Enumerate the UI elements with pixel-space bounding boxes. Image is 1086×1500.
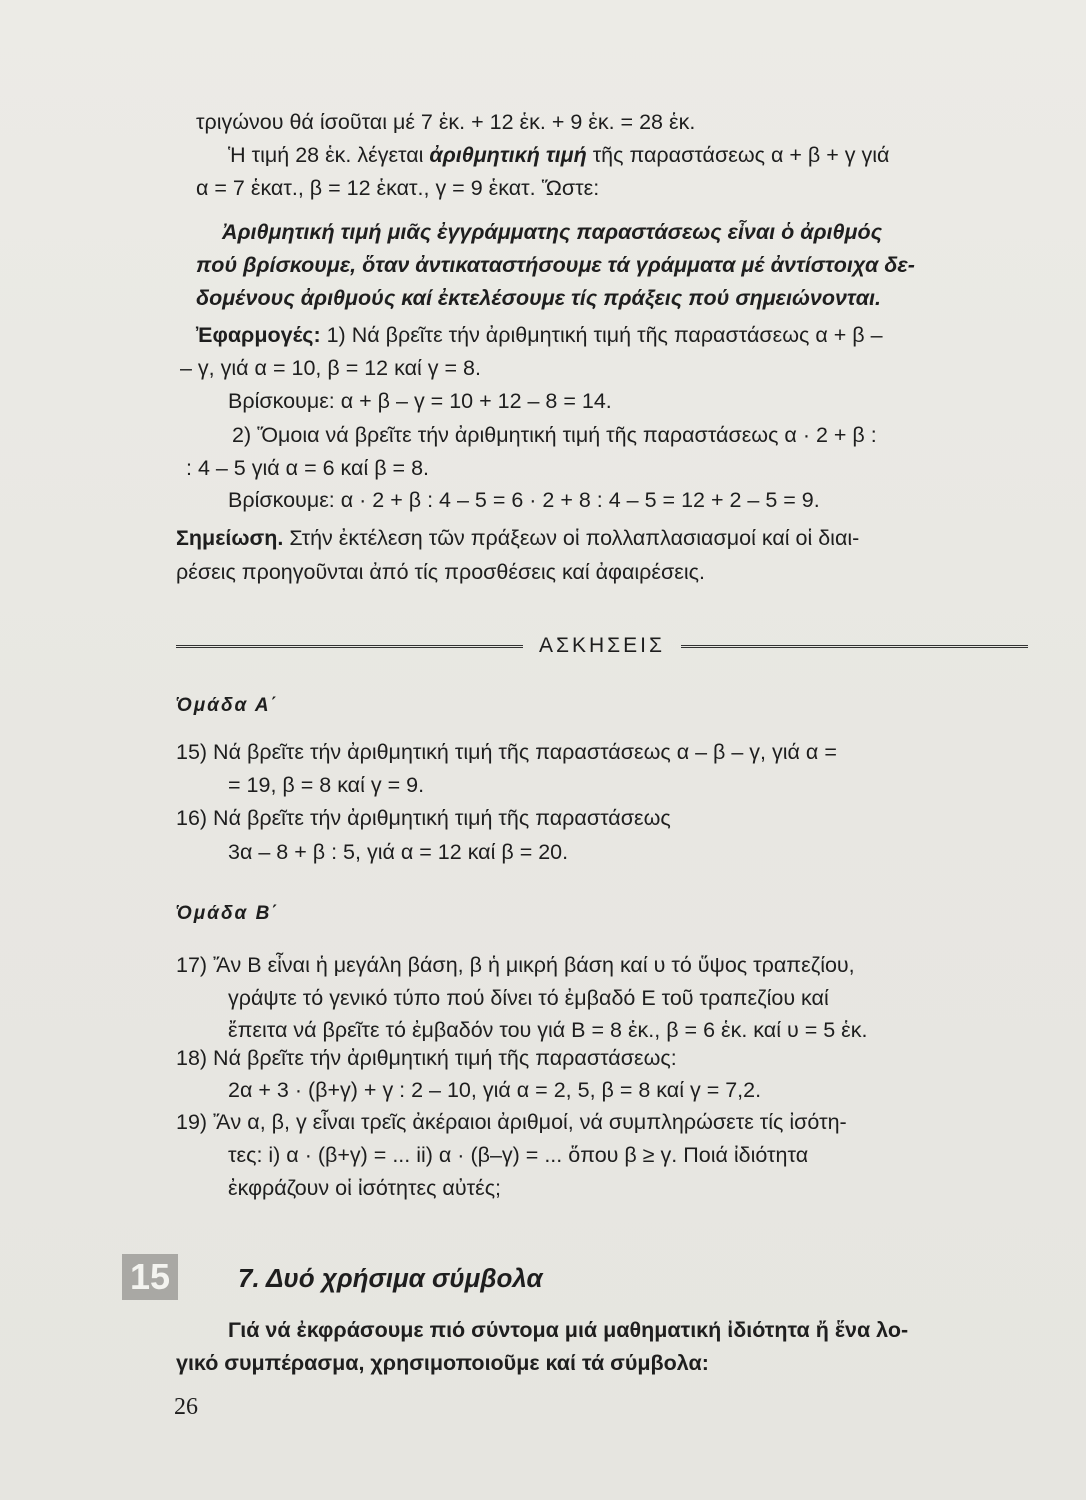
exercise-line bbox=[228, 1174, 501, 1202]
text-line bbox=[196, 251, 915, 279]
text-segment: δομένους ἀριθμούς καί ἐκτελέσουμε τίς πράξεις πού σημειώνονται. bbox=[196, 286, 881, 310]
text-segment: ἐκφράζουν οἱ ἰσότητες αὐτές; bbox=[228, 1176, 502, 1200]
text-segment: ρέσεις προηγοῦνται ἀπό τίς προσθέσεις καί ἀφαιρέσεις. bbox=[176, 560, 705, 584]
text-line bbox=[196, 174, 599, 202]
text-line bbox=[180, 354, 481, 382]
text-segment: γράψτε τό γενικό τύπο πού δίνει τό ἐμβαδό Ε τοῦ τραπεζίου καί bbox=[228, 986, 829, 1010]
text-line bbox=[186, 454, 429, 482]
heading-rule-right bbox=[681, 645, 1028, 648]
text-segment: πού βρίσκουμε, ὅταν ἀντικαταστήσουμε τά γράμματα μέ ἀντίστοιχα δε- bbox=[196, 253, 915, 277]
text-segment: Ὁμάδα Β΄ bbox=[176, 903, 280, 924]
text-segment: τῆς παραστάσεως α + β + γ γιά bbox=[586, 143, 890, 167]
exercise-line bbox=[176, 804, 671, 832]
text-line bbox=[176, 1349, 709, 1377]
exercise-line bbox=[228, 1016, 867, 1044]
exercise-line bbox=[176, 1044, 677, 1072]
section-title: 7. Δυό χρήσιμα σύμβολα bbox=[238, 1263, 543, 1293]
text-segment: 2α + 3 · (β+γ) + γ : 2 – 10, γιά α = 2, 5, β = 8 καί γ = 7,2. bbox=[228, 1078, 762, 1102]
text-segment: 16) Νά βρεῖτε τήν ἀριθμητική τιμή τῆς παραστάσεως bbox=[176, 806, 671, 830]
text-segment: τριγώνου θά ίσοῦται μέ 7 ἑκ. + 12 ἑκ. + 9 ἑκ. = 28 ἑκ. bbox=[196, 110, 696, 134]
exercise-line bbox=[228, 984, 829, 1012]
text-segment: Γιά νά ἐκφράσουμε πιό σύντομα μιά μαθηματική ἰδιότητα ἤ ἕνα λο- bbox=[228, 1318, 909, 1342]
page-number: 26 bbox=[174, 1394, 198, 1420]
exercise-line bbox=[176, 1108, 847, 1136]
exercise-line bbox=[228, 838, 568, 866]
text-segment: – γ, γιά α = 10, β = 12 καί γ = 8. bbox=[180, 356, 481, 380]
exercises-heading-label: ΑΣΚΗΣΕΙΣ bbox=[539, 634, 665, 657]
text-line bbox=[228, 1316, 908, 1344]
text-line bbox=[196, 108, 695, 136]
text-segment: 3α – 8 + β : 5, γιά α = 12 καί β = 20. bbox=[228, 840, 569, 864]
text-line bbox=[196, 284, 881, 312]
text-line bbox=[176, 558, 705, 586]
text-segment: ἀριθμητική τιμή bbox=[429, 143, 587, 167]
exercise-line bbox=[176, 738, 837, 766]
text-segment: Ἐφαρμογές: bbox=[196, 323, 321, 347]
text-line bbox=[176, 524, 859, 552]
text-segment: Βρίσκουμε: α + β – γ = 10 + 12 – 8 = 14. bbox=[228, 389, 612, 413]
exercise-line bbox=[176, 951, 855, 979]
exercise-line bbox=[228, 1076, 761, 1104]
exercise-line bbox=[228, 1141, 808, 1169]
text-line bbox=[228, 387, 612, 415]
text-segment: = 19, β = 8 καί γ = 9. bbox=[228, 773, 425, 797]
text-segment: γικό συμπέρασμα, χρησιμοποιοῦμε καί τά σύμβολα: bbox=[176, 1351, 709, 1375]
text-segment: Βρίσκουμε: α · 2 + β : 4 – 5 = 6 · 2 + 8 : 4 – 5 = 12 + 2 – 5 = 9. bbox=[228, 488, 820, 512]
text-segment: Ἀριθμητική τιμή μιᾶς ἐγγράμματης παραστάσεως εἶναι ὁ ἀριθμός bbox=[222, 220, 883, 244]
text-segment: τες: i) α · (β+γ) = ... ii) α · (β–γ) = ... ὅπου β ≥ γ. Ποιά ἰδιότητα bbox=[228, 1143, 809, 1167]
text-segment: Στήν ἐκτέλεση τῶν πράξεων οἱ πολλαπλασιασμοί καί οἱ διαι- bbox=[283, 526, 860, 550]
text-line bbox=[222, 218, 882, 246]
text-segment: 2) Ὅμοια νά βρεῖτε τήν ἀριθμητική τιμή τῆς παραστάσεως α · 2 + β : bbox=[232, 423, 877, 447]
text-segment: Σημείωση. bbox=[176, 526, 284, 550]
text-segment: 19) Ἄν α, β, γ εἶναι τρεῖς ἀκέραιοι ἀριθμοί, νά συμπληρώσετε τίς ἰσότη- bbox=[176, 1110, 847, 1134]
text-segment: 1) Νά βρεῖτε τήν ἀριθμητική τιμή τῆς παραστάσεως α + β – bbox=[320, 323, 883, 347]
text-segment: Ὁμάδα Α΄ bbox=[176, 695, 279, 716]
text-segment: Ἡ τιμή 28 ἑκ. λέγεται bbox=[228, 143, 430, 167]
exercise-line bbox=[228, 771, 424, 799]
exercises-heading bbox=[176, 632, 1028, 660]
heading-rule-left bbox=[176, 645, 523, 648]
text-segment: 15) Νά βρεῖτε τήν ἀριθμητική τιμή τῆς παραστάσεως α – β – γ, γιά α = bbox=[176, 740, 837, 764]
text-line bbox=[228, 486, 820, 514]
text-line bbox=[228, 141, 889, 169]
text-line bbox=[232, 421, 877, 449]
group-label bbox=[176, 690, 279, 720]
text-segment: ἔπειτα νά βρεῖτε τό ἐμβαδόν του γιά Β = 8 ἑκ., β = 6 ἑκ. καί υ = 5 ἑκ. bbox=[228, 1018, 868, 1042]
text-segment: 17) Ἄν Β εἶναι ἡ μεγάλη βάση, β ἡ μικρή βάση καί υ τό ὕψος τραπεζίου, bbox=[176, 953, 855, 977]
text-segment: 18) Νά βρεῖτε τήν ἀριθμητική τιμή τῆς παραστάσεως: bbox=[176, 1046, 677, 1070]
text-segment: : 4 – 5 γιά α = 6 καί β = 8. bbox=[186, 456, 429, 480]
text-segment: α = 7 ἑκατ., β = 12 ἑκατ., γ = 9 ἑκατ. Ὥστε: bbox=[196, 176, 600, 200]
text-line bbox=[196, 321, 883, 349]
section-number-badge: 15 bbox=[122, 1254, 178, 1300]
group-label bbox=[176, 898, 280, 928]
